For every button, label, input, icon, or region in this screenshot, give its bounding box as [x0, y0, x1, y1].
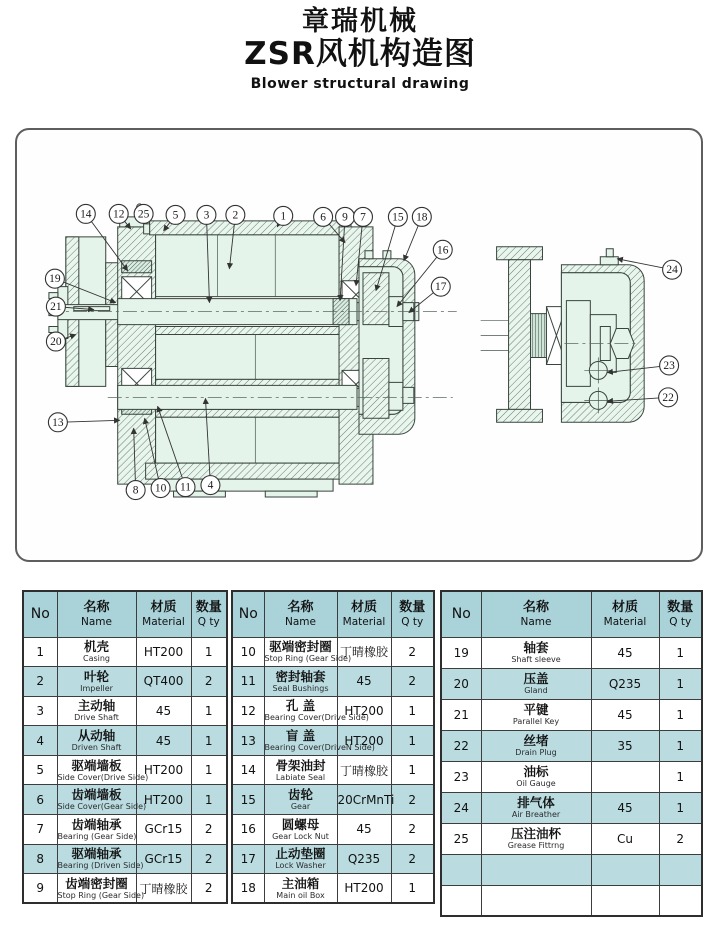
blower-cross-section-drawing — [18, 131, 702, 561]
col-header-no: No — [232, 591, 264, 637]
parts-table-3 — [440, 590, 703, 917]
part-row — [232, 815, 434, 845]
part-row — [23, 696, 227, 726]
part-material: HT200 — [136, 637, 191, 667]
part-material: Cu — [591, 823, 659, 854]
callout-18 — [412, 207, 431, 226]
drawing-panel — [15, 128, 703, 562]
part-name: 机壳 Casing — [57, 637, 136, 667]
part-no: 20 — [441, 668, 481, 699]
svg-text:17: 17 — [435, 281, 447, 294]
svg-text:12: 12 — [112, 208, 125, 221]
part-material: 45 — [337, 667, 391, 697]
col-header-name: 名称 Name — [264, 591, 337, 637]
part-material: 45 — [337, 815, 391, 845]
part-row — [23, 874, 227, 904]
part-name: 驱端墙板 Side Cover(Drive Side) — [57, 755, 136, 785]
part-row — [23, 726, 227, 756]
callout-17 — [431, 277, 450, 296]
part-material: HT200 — [337, 696, 391, 726]
part-row — [23, 667, 227, 697]
callout-22 — [659, 388, 678, 407]
callout-21 — [46, 297, 65, 316]
part-qty: 2 — [191, 844, 227, 874]
svg-text:3: 3 — [203, 209, 210, 222]
part-row — [232, 696, 434, 726]
part-qty: 1 — [191, 726, 227, 756]
part-no: 14 — [232, 755, 264, 785]
part-no: 7 — [23, 815, 57, 845]
part-qty: 2 — [659, 823, 702, 854]
part-row — [441, 792, 702, 823]
part-row — [232, 755, 434, 785]
part-qty: 2 — [191, 874, 227, 904]
part-material: GCr15 — [136, 844, 191, 874]
part-name: 叶轮 Impeller — [57, 667, 136, 697]
part-no: 11 — [232, 667, 264, 697]
col-header-name: 名称 Name — [57, 591, 136, 637]
part-material: 45 — [136, 726, 191, 756]
col-header-material: 材质 Material — [136, 591, 191, 637]
callout-8 — [126, 481, 145, 500]
gearbox-side-view — [481, 247, 645, 422]
table-header-row — [441, 591, 702, 637]
svg-text:20: 20 — [50, 336, 62, 349]
part-material — [591, 761, 659, 792]
part-qty: 1 — [391, 696, 434, 726]
col-header-qty: 数量 Q ty — [191, 591, 227, 637]
col-header-material: 材质 Material — [337, 591, 391, 637]
callout-1 — [274, 206, 293, 225]
part-qty: 1 — [659, 761, 702, 792]
part-name: 主油箱 Main oil Box — [264, 874, 337, 904]
svg-text:24: 24 — [666, 264, 678, 277]
svg-text:13: 13 — [52, 416, 64, 429]
part-name: 油标 Oil Gauge — [481, 761, 591, 792]
col-header-no: No — [441, 591, 481, 637]
part-qty: 1 — [391, 726, 434, 756]
svg-text:16: 16 — [437, 244, 449, 257]
part-name: 从动轴 Driven Shaft — [57, 726, 136, 756]
callout-11 — [176, 478, 195, 497]
svg-text:9: 9 — [342, 211, 348, 224]
callout-19 — [45, 269, 64, 288]
svg-text:25: 25 — [137, 208, 150, 221]
callout-14 — [76, 204, 95, 223]
part-row — [232, 874, 434, 904]
part-material: 丁晴橡胶 — [136, 874, 191, 904]
part-qty: 1 — [191, 637, 227, 667]
svg-text:14: 14 — [80, 208, 92, 221]
part-row — [441, 699, 702, 730]
part-material: GCr15 — [136, 815, 191, 845]
part-row — [441, 761, 702, 792]
callout-15 — [388, 207, 407, 226]
part-material: 20CrMnTi — [337, 785, 391, 815]
part-qty: 1 — [659, 792, 702, 823]
parts-table-2 — [231, 590, 435, 904]
part-qty: 2 — [391, 785, 434, 815]
part-material: Q235 — [337, 844, 391, 874]
svg-text:11: 11 — [179, 481, 192, 494]
svg-text:4: 4 — [207, 479, 214, 492]
part-no: 25 — [441, 823, 481, 854]
part-row — [232, 844, 434, 874]
part-row — [23, 785, 227, 815]
table-header-row — [232, 591, 434, 637]
part-row — [441, 730, 702, 761]
part-name: 齿端密封圈 Stop Ring (Gear Side) — [57, 874, 136, 904]
part-qty: 2 — [191, 667, 227, 697]
company-title: 章瑞机械 — [302, 6, 418, 37]
main-section-view — [48, 204, 457, 497]
svg-text:22: 22 — [662, 391, 674, 404]
callout-9 — [336, 207, 355, 226]
part-material: 45 — [591, 699, 659, 730]
part-name: 齿端墙板 Side Cover(Gear Side) — [57, 785, 136, 815]
part-no: 23 — [441, 761, 481, 792]
svg-text:18: 18 — [416, 211, 428, 224]
part-name: 排气体 Air Breather — [481, 792, 591, 823]
part-no: 12 — [232, 696, 264, 726]
callout-13 — [48, 413, 67, 432]
part-material: 丁晴橡胶 — [337, 637, 391, 667]
svg-text:19: 19 — [49, 273, 61, 286]
part-row — [441, 637, 702, 668]
part-no: 18 — [232, 874, 264, 904]
part-material: 35 — [591, 730, 659, 761]
part-no: 22 — [441, 730, 481, 761]
part-no: 6 — [23, 785, 57, 815]
part-no: 8 — [23, 844, 57, 874]
svg-text:6: 6 — [320, 211, 326, 224]
part-no: 21 — [441, 699, 481, 730]
part-qty: 1 — [659, 730, 702, 761]
col-header-material: 材质 Material — [591, 591, 659, 637]
part-no: 2 — [23, 667, 57, 697]
callout-5 — [166, 205, 185, 224]
part-name: 密封轴套 Seal Bushings — [264, 667, 337, 697]
part-name: 轴套 Shaft sleeve — [481, 637, 591, 668]
part-name: 压注油杯 Grease Fittrng — [481, 823, 591, 854]
svg-text:10: 10 — [154, 482, 167, 495]
part-material: 丁晴橡胶 — [337, 755, 391, 785]
callout-25 — [134, 204, 153, 223]
part-qty: 1 — [191, 696, 227, 726]
col-header-name: 名称 Name — [481, 591, 591, 637]
part-qty: 2 — [391, 637, 434, 667]
title-block — [0, 6, 720, 92]
part-row — [232, 726, 434, 756]
svg-text:23: 23 — [663, 359, 675, 372]
callout-6 — [314, 207, 333, 226]
part-name: 骨架油封 Labiate Seal — [264, 755, 337, 785]
part-row — [232, 785, 434, 815]
part-no: 1 — [23, 637, 57, 667]
part-material: 45 — [591, 792, 659, 823]
part-no: 16 — [232, 815, 264, 845]
part-material: HT200 — [136, 785, 191, 815]
part-qty — [659, 854, 702, 885]
part-material: QT400 — [136, 667, 191, 697]
col-header-qty: 数量 Q ty — [391, 591, 434, 637]
part-material — [591, 854, 659, 885]
part-name: 驱端密封圈 Stop Ring (Gear Side) — [264, 637, 337, 667]
part-qty: 2 — [391, 844, 434, 874]
table-header-row — [23, 591, 227, 637]
part-no: 13 — [232, 726, 264, 756]
drawing-title-en: Blower structural drawing — [250, 75, 470, 92]
part-row — [441, 885, 702, 916]
part-no: 5 — [23, 755, 57, 785]
part-no: 10 — [232, 637, 264, 667]
part-qty: 2 — [391, 667, 434, 697]
svg-text:8: 8 — [132, 484, 139, 497]
part-material: HT200 — [136, 755, 191, 785]
part-qty: 1 — [391, 874, 434, 904]
part-qty: 1 — [191, 755, 227, 785]
part-row — [441, 823, 702, 854]
part-qty: 2 — [391, 815, 434, 845]
svg-text:15: 15 — [392, 211, 404, 224]
callout-4 — [201, 476, 220, 495]
part-name: 驱端轴承 Bearing (Driven Side) — [57, 844, 136, 874]
part-no: 9 — [23, 874, 57, 904]
part-name: 止动垫圈 Lock Washer — [264, 844, 337, 874]
part-no — [441, 885, 481, 916]
part-material — [591, 885, 659, 916]
part-name — [481, 854, 591, 885]
callout-23 — [660, 356, 679, 375]
part-row — [23, 637, 227, 667]
callout-16 — [433, 240, 452, 259]
part-no — [441, 854, 481, 885]
callout-3 — [197, 205, 216, 224]
part-no: 3 — [23, 696, 57, 726]
part-name: 圆螺母 Gear Lock Nut — [264, 815, 337, 845]
svg-text:7: 7 — [360, 211, 366, 224]
part-row — [232, 637, 434, 667]
part-name: 丝堵 Drain Plug — [481, 730, 591, 761]
part-qty: 2 — [191, 815, 227, 845]
part-material: Q235 — [591, 668, 659, 699]
part-row — [441, 854, 702, 885]
callout-24 — [663, 260, 682, 279]
part-name: 齿轮 Gear — [264, 785, 337, 815]
callout-20 — [46, 332, 65, 351]
part-name: 孔 盖 Bearing Cover(Drive Side) — [264, 696, 337, 726]
svg-text:21: 21 — [50, 301, 62, 314]
part-row — [232, 667, 434, 697]
part-row — [441, 668, 702, 699]
col-header-qty: 数量 Q ty — [659, 591, 702, 637]
part-no: 17 — [232, 844, 264, 874]
part-qty: 1 — [659, 637, 702, 668]
part-name: 平键 Parallel Key — [481, 699, 591, 730]
drawing-title-zh: ZSR风机构造图 — [244, 36, 476, 73]
part-no: 15 — [232, 785, 264, 815]
parts-table-1 — [22, 590, 228, 904]
part-no: 19 — [441, 637, 481, 668]
part-name: 主动轴 Drive Shaft — [57, 696, 136, 726]
part-row — [23, 755, 227, 785]
svg-text:5: 5 — [172, 209, 179, 222]
part-material: HT200 — [337, 726, 391, 756]
part-row — [23, 815, 227, 845]
part-material: 45 — [591, 637, 659, 668]
part-qty: 1 — [191, 785, 227, 815]
part-material: 45 — [136, 696, 191, 726]
col-header-no: No — [23, 591, 57, 637]
part-no: 24 — [441, 792, 481, 823]
callout-2 — [226, 205, 245, 224]
part-name: 压盖 Gland — [481, 668, 591, 699]
svg-text:1: 1 — [280, 210, 287, 223]
part-qty: 1 — [391, 755, 434, 785]
part-qty: 1 — [659, 668, 702, 699]
callout-7 — [354, 207, 373, 226]
part-qty — [659, 885, 702, 916]
svg-text:2: 2 — [232, 209, 239, 222]
callout-10 — [151, 479, 170, 498]
part-name — [481, 885, 591, 916]
part-qty: 1 — [659, 699, 702, 730]
part-material: HT200 — [337, 874, 391, 904]
callout-12 — [109, 204, 128, 223]
part-no: 4 — [23, 726, 57, 756]
part-row — [23, 844, 227, 874]
part-name: 盲 盖 Bearing Cover(DriveN Side) — [264, 726, 337, 756]
part-name: 齿端轴承 Bearing (Gear Side) — [57, 815, 136, 845]
